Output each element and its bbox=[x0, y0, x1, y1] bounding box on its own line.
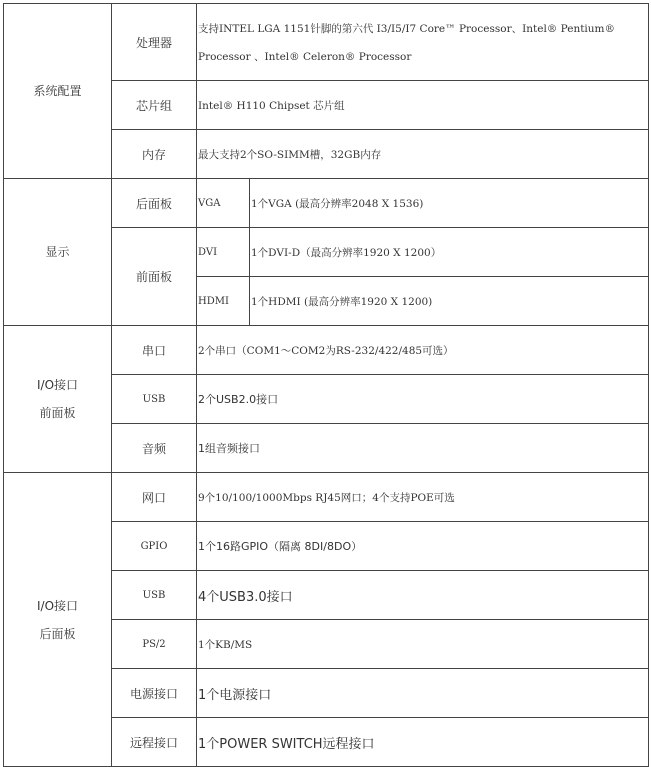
audio-label: 音频 bbox=[112, 424, 197, 473]
dvi-port-label: DVI bbox=[197, 228, 250, 277]
chipset-value: Intel® H110 Chipset 芯片组 bbox=[197, 81, 649, 130]
cpu-value: 支持INTEL LGA 1151针脚的第六代 I3/I5/I7 Core™ Processor、Intel® Pentium® Processor 、Intel® Celeron® Processor bbox=[197, 4, 649, 81]
power-value: 1个电源接口 bbox=[197, 669, 649, 718]
front-usb-value: 2个USB2.0接口 bbox=[197, 375, 649, 424]
category-display-label: 显示 bbox=[45, 245, 70, 259]
ps2-label: PS/2 bbox=[112, 620, 197, 669]
category-io-front-line1: I/O接口 bbox=[36, 378, 79, 392]
vga-value: 1个VGA (最高分辨率2048 X 1536) bbox=[250, 179, 649, 228]
category-io-rear bbox=[4, 473, 112, 767]
power-label: 电源接口 bbox=[112, 669, 197, 718]
category-io-rear-line2: 后面板 bbox=[39, 626, 76, 641]
memory-value: 最大支持2个SO-SIMM槽，32GB内存 bbox=[197, 130, 649, 179]
category-display bbox=[4, 179, 112, 326]
rear-panel-label: 后面板 bbox=[112, 179, 197, 228]
ps2-value: 1个KB/MS bbox=[197, 620, 649, 669]
vga-port-label: VGA bbox=[197, 179, 250, 228]
spec-table bbox=[3, 3, 649, 767]
rear-usb-value: 4个USB3.0接口 bbox=[197, 571, 649, 620]
category-system-label: 系统配置 bbox=[33, 84, 82, 98]
front-panel-label: 前面板 bbox=[112, 228, 197, 326]
cpu-label: 处理器 bbox=[112, 4, 197, 81]
front-usb-label: USB bbox=[112, 375, 197, 424]
table-row bbox=[4, 473, 649, 522]
dvi-value: 1个DVI-D（最高分辨率1920 X 1200） bbox=[250, 228, 649, 277]
category-io-rear-line1: I/O接口 bbox=[36, 598, 79, 613]
audio-value: 1组音频接口 bbox=[197, 424, 649, 473]
category-system bbox=[4, 4, 112, 179]
table-row bbox=[4, 4, 649, 81]
table-row bbox=[4, 326, 649, 375]
remote-label: 远程接口 bbox=[112, 718, 197, 767]
chipset-label: 芯片组 bbox=[112, 81, 197, 130]
category-io-front bbox=[4, 326, 112, 473]
hdmi-port-label: HDMI bbox=[197, 277, 250, 326]
category-io-front-line2: 前面板 bbox=[39, 406, 76, 420]
memory-label: 内存 bbox=[112, 130, 197, 179]
lan-value: 9个10/100/1000Mbps RJ45网口；4个支持POE可选 bbox=[197, 473, 649, 522]
hdmi-value: 1个HDMI (最高分辨率1920 X 1200) bbox=[250, 277, 649, 326]
remote-value: 1个POWER SWITCH远程接口 bbox=[197, 718, 649, 767]
serial-label: 串口 bbox=[112, 326, 197, 375]
gpio-value: 1个16路GPIO（隔离 8DI/8DO） bbox=[197, 522, 649, 571]
gpio-label: GPIO bbox=[112, 522, 197, 571]
serial-value: 2个串口（COM1～COM2为RS-232/422/485可选） bbox=[197, 326, 649, 375]
table-row bbox=[4, 179, 649, 228]
rear-usb-label: USB bbox=[112, 571, 197, 620]
lan-label: 网口 bbox=[112, 473, 197, 522]
